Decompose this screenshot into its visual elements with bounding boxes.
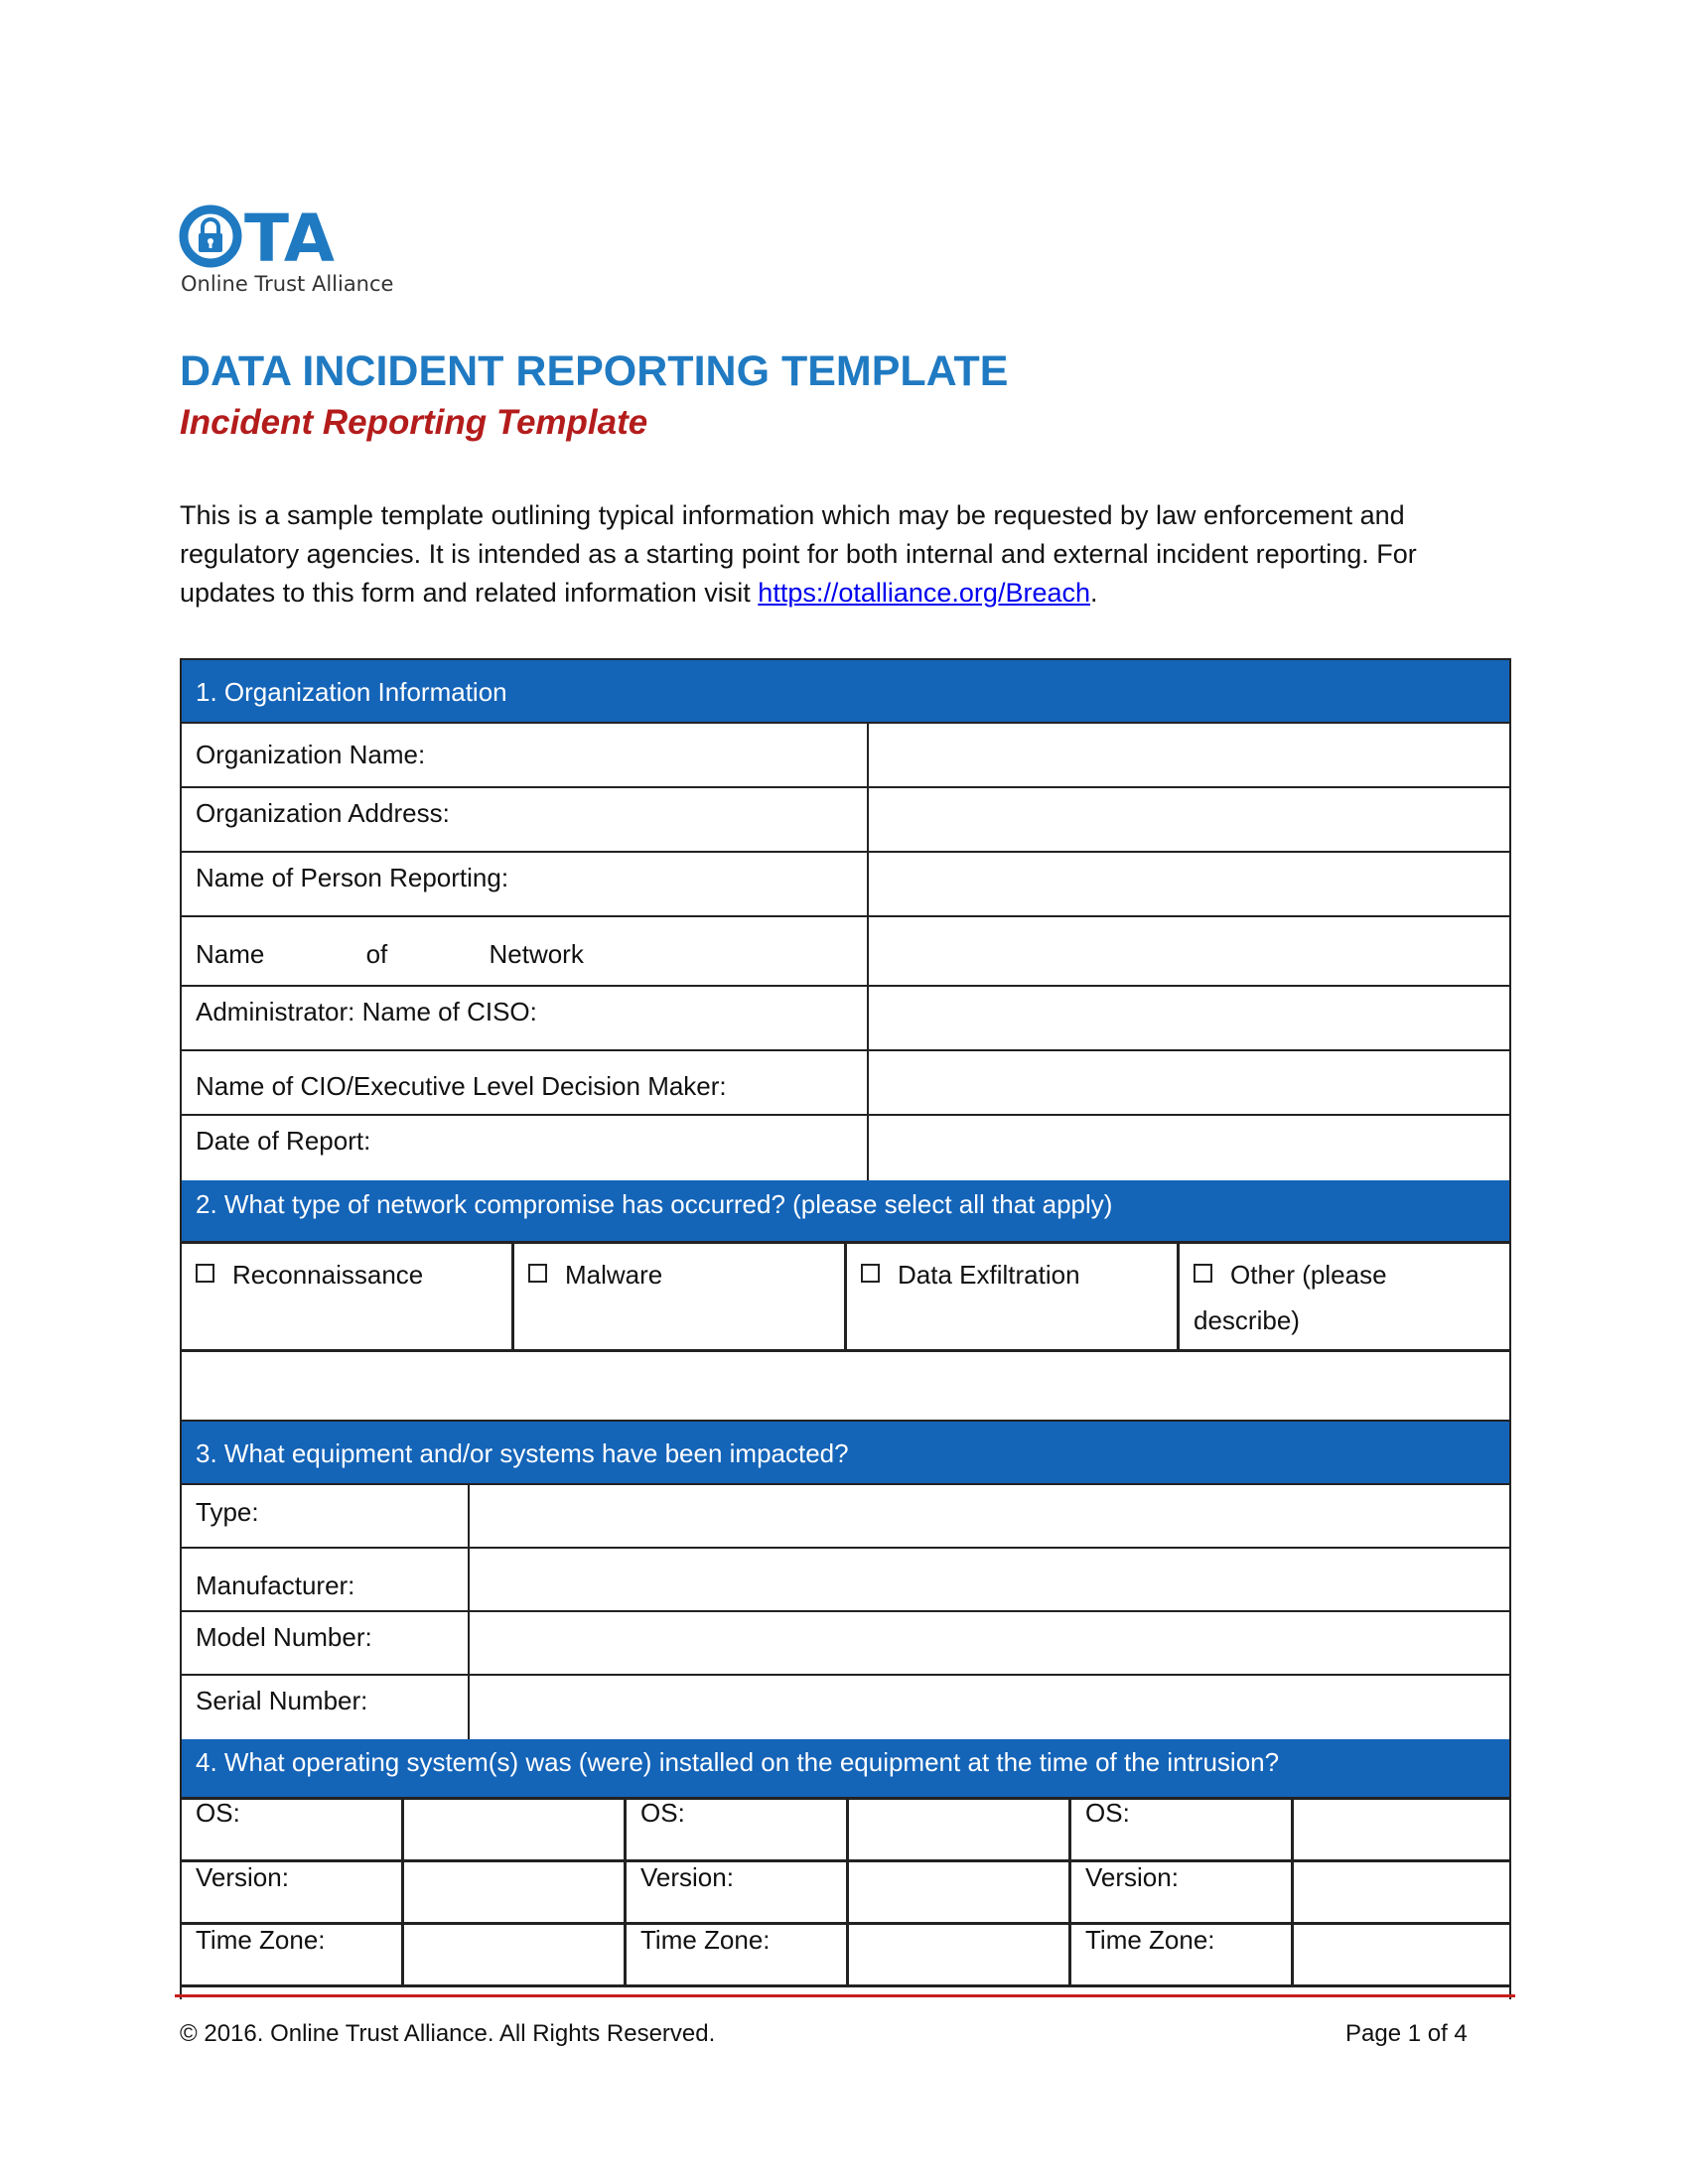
checkbox-icon[interactable] <box>528 1264 547 1283</box>
checkbox-icon[interactable] <box>861 1264 880 1283</box>
table-row <box>182 1800 1509 1862</box>
model-number-label: Model Number: <box>182 1612 470 1674</box>
page-number: Page 1 of 4 <box>1345 2020 1468 2047</box>
table-row <box>182 853 1509 917</box>
table-row <box>180 1612 1511 1676</box>
os-label-2: OS: <box>627 1800 849 1859</box>
table-row <box>182 724 1509 788</box>
cio-label: Name of CIO/Executive Level Decision Maker: <box>182 1051 869 1114</box>
compromise-type-options <box>180 1241 1511 1352</box>
os-field-2[interactable] <box>849 1800 1071 1859</box>
table-row <box>182 917 1509 987</box>
section-3-header: 3. What equipment and/or systems have been impacted? <box>180 1422 1511 1485</box>
table-tail <box>182 1987 1509 1999</box>
table-row <box>182 987 1509 1051</box>
page-subtitle: Incident Reporting Template <box>180 403 648 442</box>
date-of-report-label: Date of Report: <box>182 1116 869 1180</box>
malware-option[interactable] <box>514 1244 847 1349</box>
os-field-3[interactable] <box>1294 1800 1509 1859</box>
time-zone-label-2: Time Zone: <box>627 1925 849 1984</box>
section-2-header: 2. What type of network compromise has occurred? (please select all that apply) <box>180 1180 1511 1241</box>
version-field-2[interactable] <box>849 1862 1071 1922</box>
table-row <box>182 1862 1509 1925</box>
checkbox-icon[interactable] <box>1194 1264 1212 1283</box>
person-reporting-label: Name of Person Reporting: <box>182 853 869 915</box>
reconnaissance-label: Reconnaissance <box>232 1260 424 1290</box>
manufacturer-field[interactable] <box>470 1549 1509 1610</box>
time-zone-field-1[interactable] <box>404 1925 627 1984</box>
version-label-3: Version: <box>1071 1862 1294 1922</box>
os-label-3: OS: <box>1071 1800 1294 1859</box>
logo-wordmark: TA <box>244 205 335 268</box>
serial-number-field[interactable] <box>470 1676 1509 1739</box>
time-zone-label-3: Time Zone: <box>1071 1925 1294 1984</box>
other-option[interactable] <box>1180 1244 1509 1349</box>
time-zone-field-3[interactable] <box>1294 1925 1509 1984</box>
org-address-label: Organization Address: <box>182 788 869 851</box>
reconnaissance-option[interactable] <box>182 1244 514 1349</box>
ota-logo <box>179 205 417 304</box>
network-name-label <box>182 917 869 985</box>
version-field-1[interactable] <box>404 1862 627 1922</box>
incident-form <box>180 658 1511 1999</box>
checkbox-icon[interactable] <box>196 1264 214 1283</box>
type-field[interactable] <box>470 1485 1509 1547</box>
section-1-header: 1. Organization Information <box>180 658 1511 722</box>
table-row <box>182 788 1509 853</box>
breach-link[interactable]: https://otalliance.org/Breach <box>758 578 1090 608</box>
other-label: Other (please describe) <box>1194 1260 1387 1335</box>
table-row <box>180 1676 1511 1739</box>
data-exfiltration-option[interactable] <box>847 1244 1180 1349</box>
org-name-label: Organization Name: <box>182 724 869 786</box>
os-label-1: OS: <box>182 1800 404 1859</box>
table-row <box>182 1925 1509 1987</box>
org-name-field[interactable] <box>869 724 1509 786</box>
ciso-field[interactable] <box>869 987 1509 1049</box>
org-address-field[interactable] <box>869 788 1509 851</box>
table-row <box>180 1485 1511 1549</box>
os-field-1[interactable] <box>404 1800 627 1859</box>
malware-label: Malware <box>565 1260 663 1290</box>
table-row <box>182 1051 1509 1116</box>
intro-link-period: . <box>1090 578 1098 608</box>
logo-text: Online Trust Alliance <box>181 272 394 296</box>
padlock-icon <box>179 205 417 268</box>
time-zone-label-1: Time Zone: <box>182 1925 404 1984</box>
table-row <box>182 1116 1509 1180</box>
person-reporting-field[interactable] <box>869 853 1509 915</box>
intro-text: This is a sample template outlining typical information which may be requested by law enforcement and regulatory agencies. It is intended as a starting point for both internal and external incident reporting. For updates to this form and related information visit <box>180 500 1417 608</box>
version-field-3[interactable] <box>1294 1862 1509 1922</box>
page-title: DATA INCIDENT REPORTING TEMPLATE <box>180 347 1009 395</box>
other-description-field[interactable] <box>180 1352 1511 1422</box>
data-exfiltration-label: Data Exfiltration <box>898 1260 1080 1290</box>
cio-field[interactable] <box>869 1051 1509 1114</box>
version-label-1: Version: <box>182 1862 404 1922</box>
type-label: Type: <box>182 1485 470 1547</box>
date-of-report-field[interactable] <box>869 1116 1509 1180</box>
network-name-field[interactable] <box>869 917 1509 985</box>
section-4-header: 4. What operating system(s) was (were) installed on the equipment at the time of the intrusion? <box>180 1739 1511 1797</box>
serial-number-label: Serial Number: <box>182 1676 470 1739</box>
footer-copyright: © 2016. Online Trust Alliance. All Rights Reserved. <box>180 2020 716 2047</box>
network-name-label-text: Name of Network <box>196 939 584 969</box>
table-row <box>180 1549 1511 1612</box>
section-1-table <box>180 722 1511 1180</box>
os-table <box>180 1797 1511 1999</box>
footer-rule <box>175 1994 1515 1997</box>
manufacturer-label: Manufacturer: <box>182 1549 470 1610</box>
intro-paragraph <box>180 496 1510 613</box>
model-number-field[interactable] <box>470 1612 1509 1674</box>
ciso-label: Administrator: Name of CISO: <box>182 987 869 1049</box>
time-zone-field-2[interactable] <box>849 1925 1071 1984</box>
version-label-2: Version: <box>627 1862 849 1922</box>
